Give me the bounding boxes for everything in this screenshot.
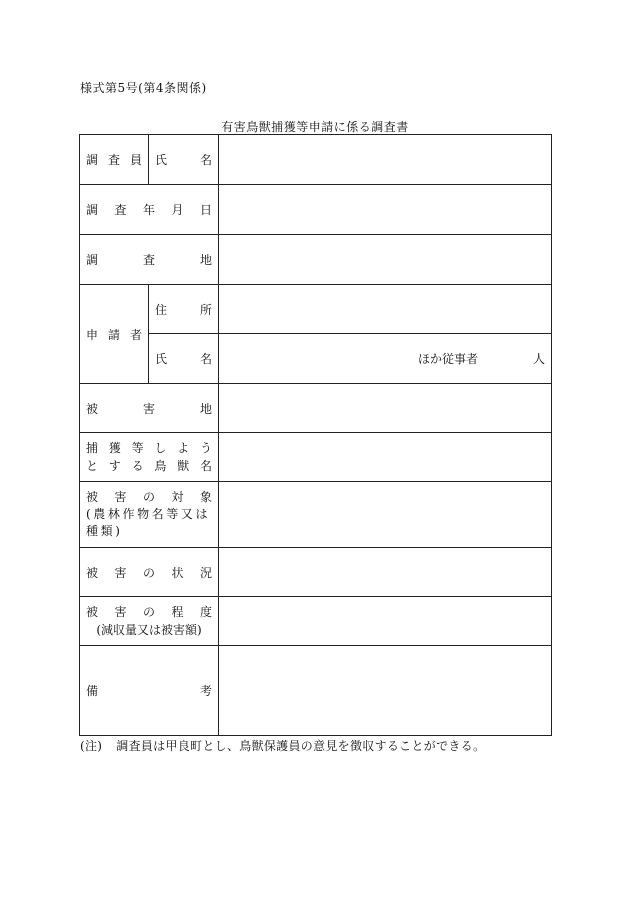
footnote-marker: (注) bbox=[80, 739, 103, 753]
survey-date-label: 調 査 年 月 日 bbox=[80, 185, 219, 235]
applicant-name-label: 氏 名 bbox=[149, 334, 219, 384]
target-species-label: 捕 獲 等 し よ う と す る 鳥 獣 名 bbox=[80, 433, 219, 482]
remarks-field[interactable] bbox=[219, 646, 552, 736]
row-damage-status bbox=[80, 548, 552, 597]
investigator-name-field[interactable] bbox=[219, 135, 552, 185]
row-applicant-address bbox=[80, 285, 552, 334]
damage-status-label: 被 害 の 状 況 bbox=[80, 548, 219, 597]
applicant-group-label: 申 請 者 bbox=[80, 285, 149, 384]
other-workers-unit: 人 bbox=[532, 352, 545, 366]
damage-status-field[interactable] bbox=[219, 548, 552, 597]
investigator-group-label: 調 査 員 bbox=[80, 135, 149, 185]
row-target-species bbox=[80, 433, 552, 482]
damage-place-field[interactable] bbox=[219, 384, 552, 433]
row-applicant-name bbox=[80, 334, 552, 384]
footnote-text: 調査員は甲良町とし、鳥獣保護員の意見を徴収することができる。 bbox=[116, 739, 486, 753]
row-damage-target bbox=[80, 482, 552, 548]
form-number: 様式第5号(第4条関係) bbox=[80, 81, 207, 95]
footnote bbox=[80, 737, 485, 754]
survey-table bbox=[79, 134, 552, 736]
applicant-name-field[interactable] bbox=[219, 334, 552, 384]
applicant-address-field[interactable] bbox=[219, 285, 552, 334]
survey-date-field[interactable] bbox=[219, 185, 552, 235]
damage-degree-field[interactable] bbox=[219, 597, 552, 646]
row-damage-place bbox=[80, 384, 552, 433]
survey-place-field[interactable] bbox=[219, 235, 552, 285]
applicant-address-label: 住 所 bbox=[149, 285, 219, 334]
row-damage-degree bbox=[80, 597, 552, 646]
row-remarks bbox=[80, 646, 552, 736]
survey-place-label: 調 査 地 bbox=[80, 235, 219, 285]
damage-degree-label: 被 害 の 程 度 (減収量又は被害額) bbox=[80, 597, 219, 646]
target-species-field[interactable] bbox=[219, 433, 552, 482]
remarks-label: 備 考 bbox=[80, 646, 219, 736]
investigator-name-label: 氏 名 bbox=[149, 135, 219, 185]
row-investigator bbox=[80, 135, 552, 185]
damage-target-label: 被 害 の 対 象 (農林作物名等又は種類) bbox=[80, 482, 219, 548]
damage-target-field[interactable] bbox=[219, 482, 552, 548]
damage-place-label: 被 害 地 bbox=[80, 384, 219, 433]
row-survey-date bbox=[80, 185, 552, 235]
row-survey-place bbox=[80, 235, 552, 285]
other-workers-label: ほか従事者 bbox=[417, 352, 478, 366]
document-title: 有害鳥獣捕獲等申請に係る調査書 bbox=[221, 120, 409, 134]
